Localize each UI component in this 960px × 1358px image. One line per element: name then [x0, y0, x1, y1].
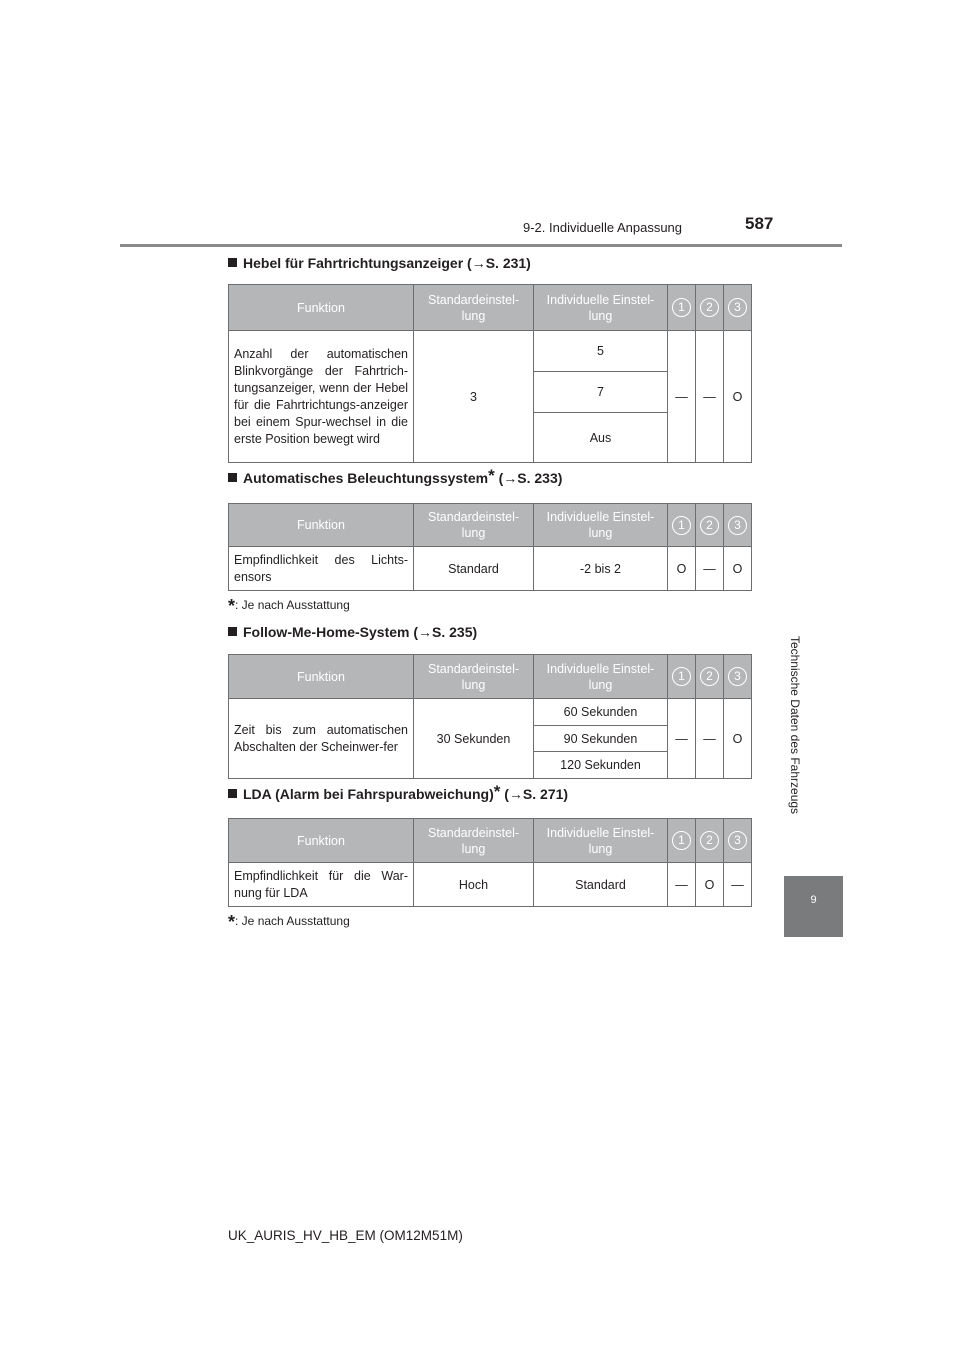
chapter-side-label: Technische Daten des Fahrzeugs — [788, 635, 802, 815]
mark-cell-2: — — [696, 699, 724, 779]
mark-cell-2: — — [696, 547, 724, 591]
mark-cell-3: — — [724, 863, 752, 907]
mark-cell-3: O — [724, 547, 752, 591]
default-cell: 3 — [414, 331, 534, 463]
footnote-star: * — [488, 466, 495, 485]
table-auto-light — [228, 503, 752, 591]
option-cell: 60 Sekunden — [534, 699, 668, 726]
col-default: Standardeinstel-lung — [414, 504, 534, 547]
square-bullet-icon — [228, 473, 237, 482]
col-default: Standardeinstel-lung — [414, 285, 534, 331]
function-cell: Zeit bis zum automatischen Abschalten der Scheinwer-fer — [229, 699, 414, 779]
option-cell: 5 — [534, 331, 668, 372]
table-header-row — [229, 655, 752, 699]
col-function: Funktion — [229, 504, 414, 547]
function-cell: Anzahl der automatischen Blinkvorgänge der Fahrtrich-tungsanzeiger, wenn der Hebel für die Fahrtrichtungs-anzeiger bei einem Spur-wechsel in die erste Position bewegt wird — [229, 331, 414, 463]
circled-number-1-icon: 1 — [672, 298, 691, 317]
mark-cell-1: — — [668, 699, 696, 779]
col-function: Funktion — [229, 285, 414, 331]
col-2 — [696, 655, 724, 699]
mark-cell-1: — — [668, 863, 696, 907]
table-lda — [228, 818, 752, 907]
table-follow-me-home — [228, 654, 752, 779]
mark-cell-2: O — [696, 863, 724, 907]
circled-number-1-icon: 1 — [672, 667, 691, 686]
table-header-row — [229, 819, 752, 863]
col-function: Funktion — [229, 819, 414, 863]
table-header-row — [229, 504, 752, 547]
footnote: *: Je nach Ausstattung — [228, 596, 350, 616]
option-cell: 7 — [534, 372, 668, 413]
table-header-row — [229, 285, 752, 331]
table-row — [229, 699, 752, 726]
col-1 — [668, 285, 696, 331]
col-3 — [724, 285, 752, 331]
option-cell: -2 bis 2 — [534, 547, 668, 591]
chapter-tab-number: 9 — [810, 894, 817, 906]
section-title-auto-light: Automatisches Beleuchtungssystem* (→S. 233) — [228, 470, 562, 486]
footnote-star: * — [493, 782, 501, 801]
circled-number-3-icon: 3 — [728, 516, 747, 535]
circled-number-3-icon: 3 — [728, 667, 747, 686]
col-2 — [696, 819, 724, 863]
square-bullet-icon — [228, 258, 237, 267]
table-row — [229, 331, 752, 372]
section-title-lda: LDA (Alarm bei Fahrspurabweichung)* (→S. 271) — [228, 786, 568, 802]
col-2 — [696, 504, 724, 547]
table-row — [229, 863, 752, 907]
col-custom: Individuelle Einstel-lung — [534, 504, 668, 547]
col-3 — [724, 819, 752, 863]
mark-cell-3: O — [724, 699, 752, 779]
chapter-tab — [784, 876, 843, 937]
mark-cell-1: — — [668, 331, 696, 463]
section-header: 9-2. Individuelle Anpassung — [523, 220, 683, 235]
col-default: Standardeinstel-lung — [414, 655, 534, 699]
col-function: Funktion — [229, 655, 414, 699]
square-bullet-icon — [228, 789, 237, 798]
circled-number-2-icon: 2 — [700, 667, 719, 686]
option-cell: Aus — [534, 413, 668, 463]
circled-number-2-icon: 2 — [700, 298, 719, 317]
square-bullet-icon — [228, 627, 237, 636]
default-cell: 30 Sekunden — [414, 699, 534, 779]
section-title-turn-signal: Hebel für Fahrtrichtungsanzeiger (→S. 231) — [228, 255, 531, 271]
default-cell: Hoch — [414, 863, 534, 907]
table-turn-signal — [228, 284, 752, 463]
option-cell: Standard — [534, 863, 668, 907]
col-2 — [696, 285, 724, 331]
col-1 — [668, 655, 696, 699]
mark-cell-1: O — [668, 547, 696, 591]
mark-cell-2: — — [696, 331, 724, 463]
mark-cell-3: O — [724, 331, 752, 463]
circled-number-1-icon: 1 — [672, 516, 691, 535]
col-custom: Individuelle Einstel-lung — [534, 819, 668, 863]
circled-number-3-icon: 3 — [728, 831, 747, 850]
col-custom: Individuelle Einstel-lung — [534, 655, 668, 699]
col-custom: Individuelle Einstel-lung — [534, 285, 668, 331]
footnote: *: Je nach Ausstattung — [228, 912, 350, 932]
section-title-follow-me-home: Follow-Me-Home-System (→S. 235) — [228, 624, 477, 640]
function-cell: Empfindlichkeit des Lichts-ensors — [229, 547, 414, 591]
circled-number-2-icon: 2 — [700, 831, 719, 850]
table-row — [229, 547, 752, 591]
option-cell: 90 Sekunden — [534, 726, 668, 752]
col-3 — [724, 655, 752, 699]
circled-number-2-icon: 2 — [700, 516, 719, 535]
circled-number-1-icon: 1 — [672, 831, 691, 850]
function-cell: Empfindlichkeit für die War-nung für LDA — [229, 863, 414, 907]
col-3 — [724, 504, 752, 547]
col-default: Standardeinstel-lung — [414, 819, 534, 863]
col-1 — [668, 504, 696, 547]
option-cell: 120 Sekunden — [534, 752, 668, 779]
model-code: UK_AURIS_HV_HB_EM (OM12M51M) — [228, 1228, 463, 1243]
circled-number-3-icon: 3 — [728, 298, 747, 317]
col-1 — [668, 819, 696, 863]
header-divider — [120, 244, 842, 247]
default-cell: Standard — [414, 547, 534, 591]
page-number: 587 — [745, 214, 774, 233]
